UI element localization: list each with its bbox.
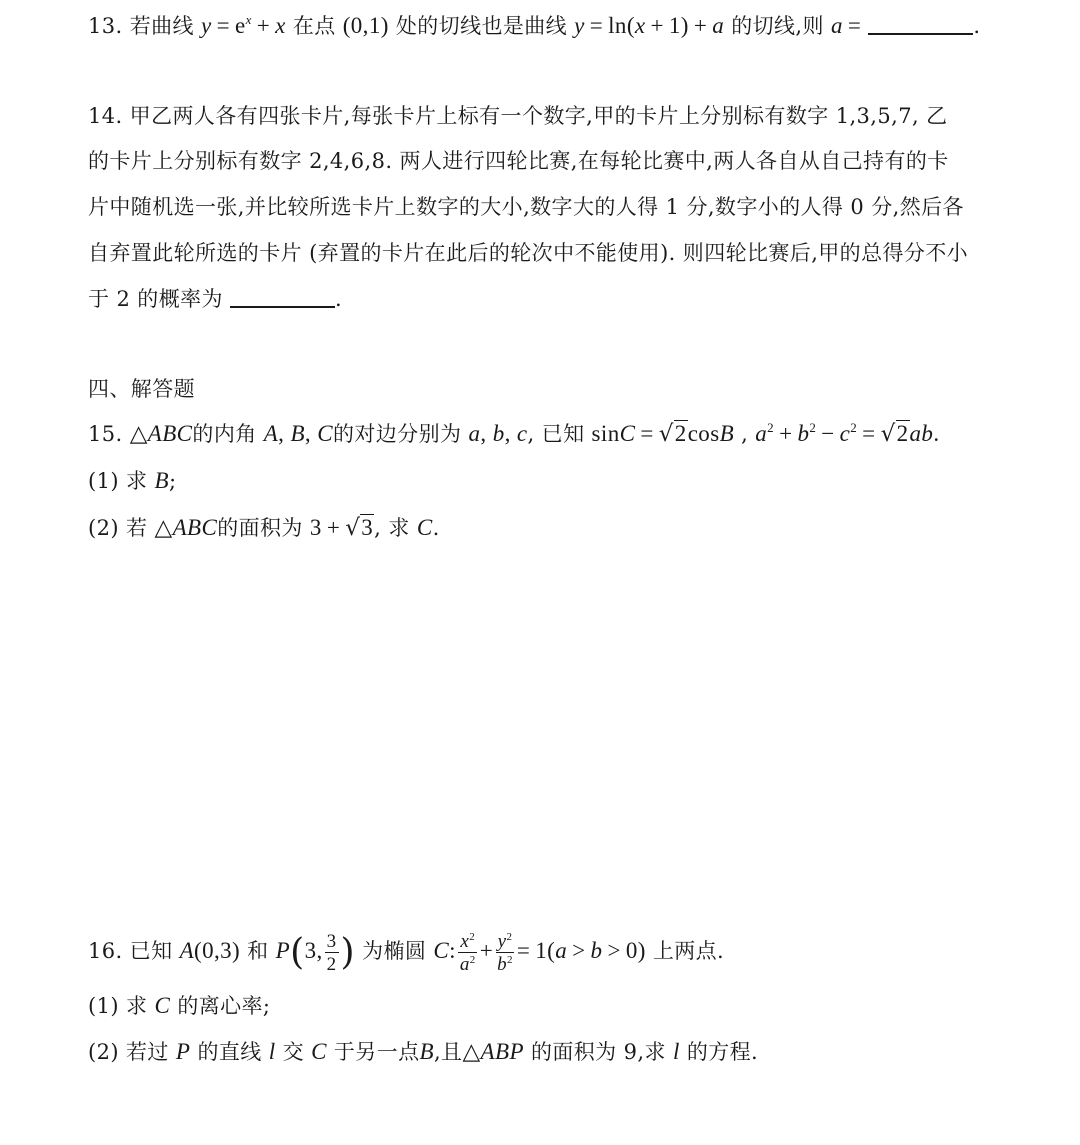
q16-var-p: P <box>175 1039 191 1064</box>
q14-line-3: 片中随机选一张,并比较所选卡片上数字的大小,数字大的人得 1 分,数字小的人得 0 分,然后各 <box>88 195 964 219</box>
q15-part-2-mid: 的面积为 <box>217 516 303 540</box>
q15-part-2-end: , 求 <box>374 516 410 540</box>
q16-part-1-var: C <box>154 993 171 1018</box>
q15-part-1-end: ; <box>168 469 177 493</box>
q13-text-1: 若曲线 <box>129 14 194 38</box>
q16-point-a: A(0,3) <box>179 938 241 963</box>
q14-line-5 <box>88 283 342 315</box>
q14-answer-blank[interactable] <box>230 286 335 308</box>
q16-part-2-e: ,且 <box>433 1040 463 1064</box>
q16-ellipse: C: $\frac{x^2}{a^2}$ + $\frac{y^2}{b^2}$ = 1(a > b > 0) <box>433 930 646 975</box>
q15-part-1-var: B <box>154 468 169 493</box>
question-16 <box>88 927 724 977</box>
q16-part-2-text: (2) 若过 <box>88 1040 169 1064</box>
q16-text-3: 上两点. <box>652 939 725 963</box>
q16-part-2-f: 的面积为 9,求 <box>530 1040 666 1064</box>
q16-part-1-end: 的离心率; <box>177 994 271 1018</box>
q15-area: 3 + √3 <box>309 515 374 541</box>
q15-condition-1: sinC = √2cosB <box>591 421 735 447</box>
q15-part-1-text: (1) 求 <box>88 469 148 493</box>
q14-line-1: 14. 甲乙两人各有四张卡片,每张卡片上标有一个数字,甲的卡片上分别标有数字 1,3,5,7, 乙 <box>88 104 948 128</box>
q15-condition-2: $a^2 + b^2 - c^2 = √2ab$. <box>755 420 940 447</box>
q15-part-1 <box>88 465 176 497</box>
q16-part-2-d: 于另一点 <box>333 1040 420 1064</box>
q15-part-2-var: C <box>416 515 433 540</box>
q15-sides: a, b, c <box>468 421 528 446</box>
q16-part-1-text: (1) 求 <box>88 994 148 1018</box>
q15-part-2 <box>88 512 440 544</box>
q16-var-l: l <box>268 1039 276 1064</box>
q15-number: 15. <box>88 422 123 446</box>
q15-text-2: 的对边分别为 <box>332 422 462 446</box>
q15-part-2-dot: . <box>432 516 440 540</box>
q14-line-5-text: 于 2 的概率为 <box>88 287 223 311</box>
q16-var-c: C <box>311 1039 327 1064</box>
q16-triangle: △ABP <box>462 1039 524 1064</box>
q13-point: (0,1) <box>342 13 389 38</box>
q13-text-4: 的切线,则 <box>731 14 824 38</box>
q15-part-2-text: (2) 若 <box>88 516 148 540</box>
q15-angles: A, B, C <box>263 421 333 446</box>
q13-text-3: 处的切线也是曲线 <box>395 14 568 38</box>
q16-text-2: 为椭圆 <box>362 939 427 963</box>
q15-triangle: △ABC <box>129 421 193 446</box>
q16-point-p: P(3, $\frac{3}{2}$ ) <box>275 930 355 975</box>
q13-answer-blank[interactable] <box>868 13 973 35</box>
q16-var-b: B <box>419 1039 434 1064</box>
question-15: 15. △ABC的内角 A, B, C的对边分别为 a, b, c, 已知 sinC = √2cosB , $a^2 + b^2 - c^2 = √2ab$. <box>88 420 940 447</box>
q16-part-1 <box>88 990 270 1022</box>
q13-curve-2: y = ln(x + 1) + a <box>574 13 725 38</box>
q14-line-4: 自弃置此轮所选的卡片 (弃置的卡片在此后的轮次中不能使用). 则四轮比赛后,甲的总得分不小 <box>88 241 969 265</box>
q13-text-2: 在点 <box>292 14 336 38</box>
section-heading: 四、解答题 <box>88 377 195 401</box>
question-13 <box>88 10 980 42</box>
q13-end: . <box>973 14 981 38</box>
q16-part-2-b: 的直线 <box>197 1040 262 1064</box>
q13-curve-1: $y = e^x + x$ <box>200 12 286 38</box>
q13-number: 13. <box>88 14 123 38</box>
q15-text-1: 的内角 <box>192 422 257 446</box>
q16-part-2 <box>88 1036 758 1068</box>
q16-part-2-g: 的方程. <box>686 1040 759 1064</box>
q14-line-2: 的卡片上分别标有数字 2,4,6,8. 两人进行四轮比赛,在每轮比赛中,两人各自从自己持有的卡 <box>88 149 949 173</box>
q16-part-2-c: 交 <box>282 1040 304 1064</box>
q16-number: 16. 已知 <box>88 939 173 963</box>
q16-text-1: 和 <box>247 939 269 963</box>
q14-end: . <box>335 287 343 311</box>
q13-var-a: a = <box>831 13 862 38</box>
q16-var-l-2: l <box>672 1039 680 1064</box>
q15-part-2-triangle: △ABC <box>154 515 218 540</box>
q15-text-3: , 已知 <box>527 422 585 446</box>
